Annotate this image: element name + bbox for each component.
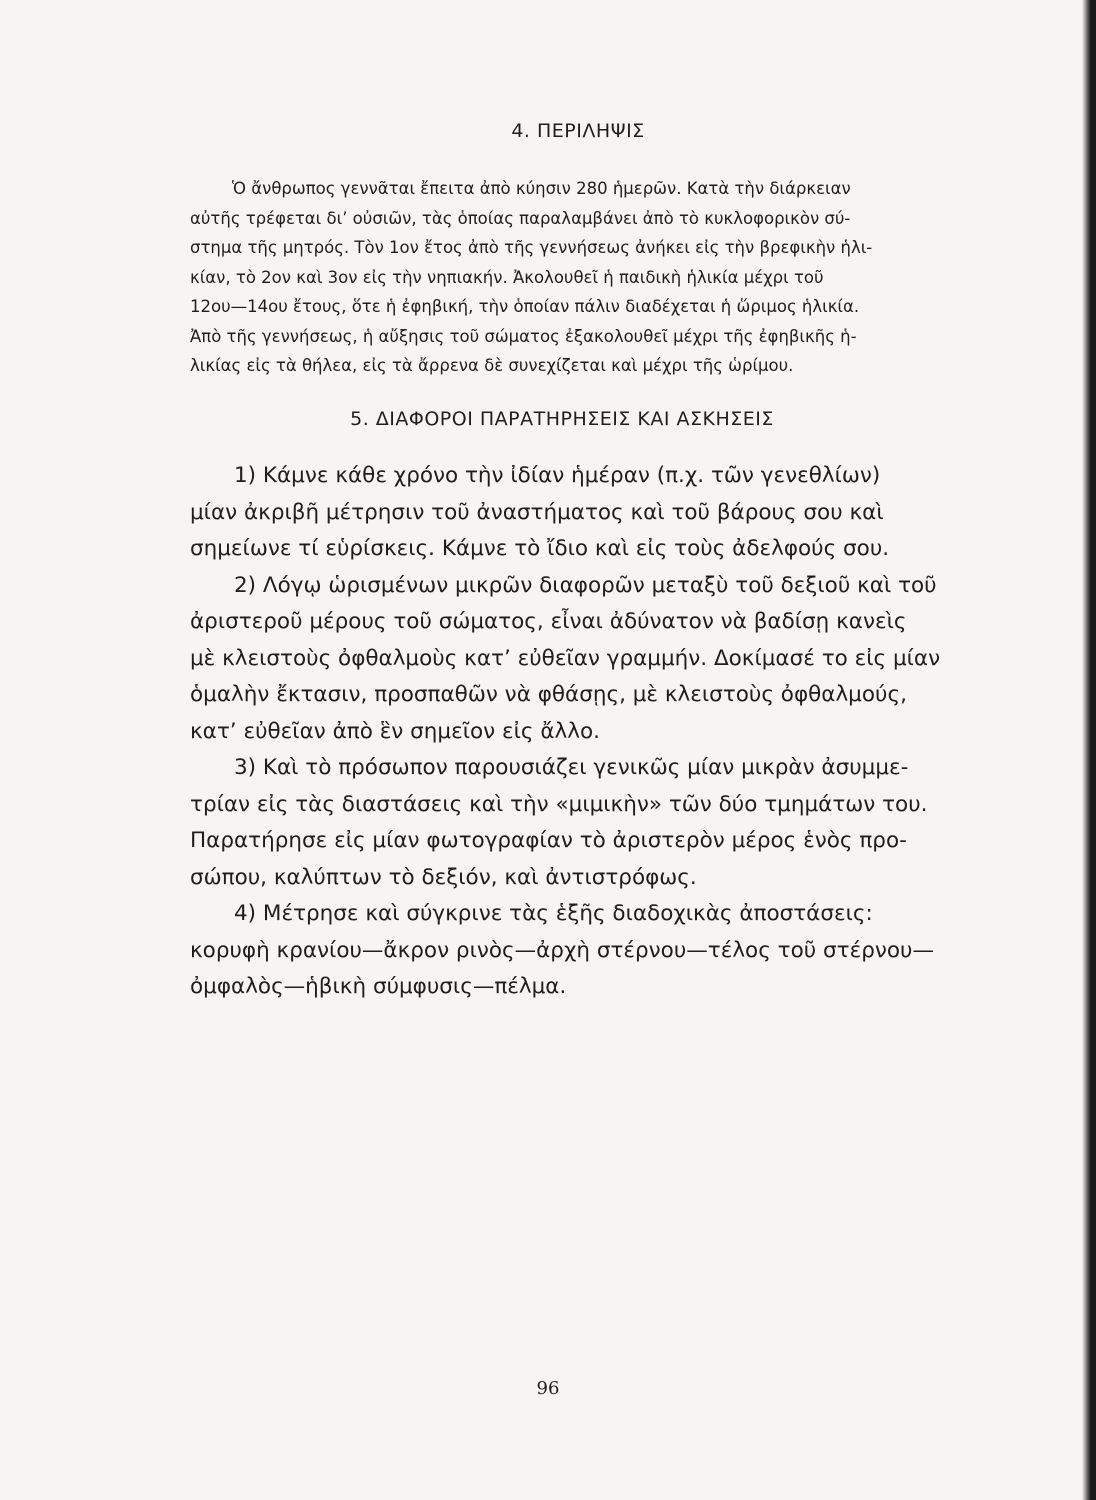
summary-line: Ἀπὸ τῆς γεννήσεως, ἡ αὔξησις τοῦ σώματος ἐξακολουθεῖ μέχρι τῆς ἐφηβικῆς ἡ-: [190, 326, 857, 346]
exercise-1-line: 1) Κάμνε κάθε χρόνο τὴν ἰδίαν ἡμέραν (π.χ. τῶν γενεθλίων): [234, 463, 881, 488]
exercise-2-line: ἀριστεροῦ μέρους τοῦ σώματος, εἶναι ἀδύνατον νὰ βαδίσῃ κανεὶς: [190, 609, 907, 634]
summary-line: Ὁ ἄνθρωπος γεννᾶται ἔπειτα ἀπὸ κύησιν 280 ἡμερῶν. Κατὰ τὴν διάρκειαν: [232, 179, 851, 198]
exercise-3-line: Παρατήρησε εἰς μίαν φωτογραφίαν τὸ ἀριστερὸν μέρος ἑνὸς προ-: [190, 828, 907, 853]
summary-line: κίαν, τὸ 2ον καὶ 3ον εἰς τὴν νηπιακήν. Ἀκολουθεῖ ἡ παιδικὴ ἡλικία μέχρι τοῦ: [190, 267, 824, 287]
exercise-2-line: μὲ κλειστοὺς ὀφθαλμοὺς κατ’ εὐθεῖαν γραμμήν. Δοκίμασέ το εἰς μίαν: [190, 645, 941, 671]
exercise-3-line: 3) Καὶ τὸ πρόσωπον παρουσιάζει γενικῶς μίαν μικρὰν ἀσυμμε-: [234, 755, 909, 780]
exercise-1-line: σημείωνε τί εὑρίσκεις. Κάμνε τὸ ἴδιο καὶ εἰς τοὺς ἀδελφούς σου.: [190, 536, 890, 561]
page-edge-shadow: [1082, 0, 1096, 1500]
summary-line: στημα τῆς μητρός. Τὸν 1ον ἔτος ἀπὸ τῆς γεννήσεως ἀνήκει εἰς τὴν βρεφικὴν ἡλι-: [190, 238, 873, 257]
summary-line: αὐτῆς τρέφεται δι’ οὐσιῶν, τὰς ὁποίας παραλαμβάνει ἀπὸ τὸ κυκλοφορικὸν σύ-: [190, 208, 851, 228]
summary-line: λικίας εἰς τὰ θήλεα, εἰς τὰ ἄρρενα δὲ συνεχίζεται καὶ μέχρι τῆς ὡρίμου.: [190, 356, 794, 375]
exercise-3-line: σώπου, καλύπτων τὸ δεξιόν, καὶ ἀντιστρόφως.: [190, 864, 697, 890]
exercise-4-line: 4) Μέτρησε καὶ σύγκρινε τὰς ἑξῆς διαδοχικὰς ἀποστάσεις:: [234, 901, 873, 926]
exercise-3-line: τρίαν εἰς τὰς διαστάσεις καὶ τὴν «μιμικὴν» τῶν δύο τμημάτων του.: [190, 791, 928, 817]
exercise-4-line: κορυφὴ κρανίου—ἄκρον ρινὸς—ἀρχὴ στέρνου—τέλος τοῦ στέρνου—: [190, 937, 934, 963]
page-number: 96: [536, 1378, 560, 1399]
exercise-4-line: ὀμφαλὸς—ἡβικὴ σύμφυσις—πέλμα.: [190, 974, 567, 999]
exercise-2-line: 2) Λόγῳ ὡρισμένων μικρῶν διαφορῶν μεταξὺ τοῦ δεξιοῦ καὶ τοῦ: [234, 572, 937, 598]
summary-line: 12ου—14ου ἔτους, ὅτε ἡ ἐφηβική, τὴν ὁποίαν πάλιν διαδέχεται ἡ ὥριμος ἡλικία.: [190, 297, 860, 316]
summary-paragraph: [190, 174, 920, 381]
exercises-list: [190, 458, 941, 1006]
section-5-title: 5. ΔΙΑΦΟΡΟΙ ΠΑΡΑΤΗΡΗΣΕΙΣ ΚΑΙ ΑΣΚΗΣΕΙΣ: [350, 408, 774, 430]
exercise-2-line: κατ’ εὐθεῖαν ἀπὸ ἓν σημεῖον εἰς ἄλλο.: [190, 718, 600, 744]
exercise-1-line: μίαν ἀκριβῆ μέτρησιν τοῦ ἀναστήματος καὶ τοῦ βάρους σου καὶ: [190, 499, 884, 525]
section-4-title: 4. ΠΕΡΙΛΗΨΙΣ: [511, 120, 645, 142]
exercise-2-line: ὁμαλὴν ἔκτασιν, προσπαθῶν νὰ φθάσῃς, μὲ κλειστοὺς ὀφθαλμούς,: [190, 682, 907, 707]
